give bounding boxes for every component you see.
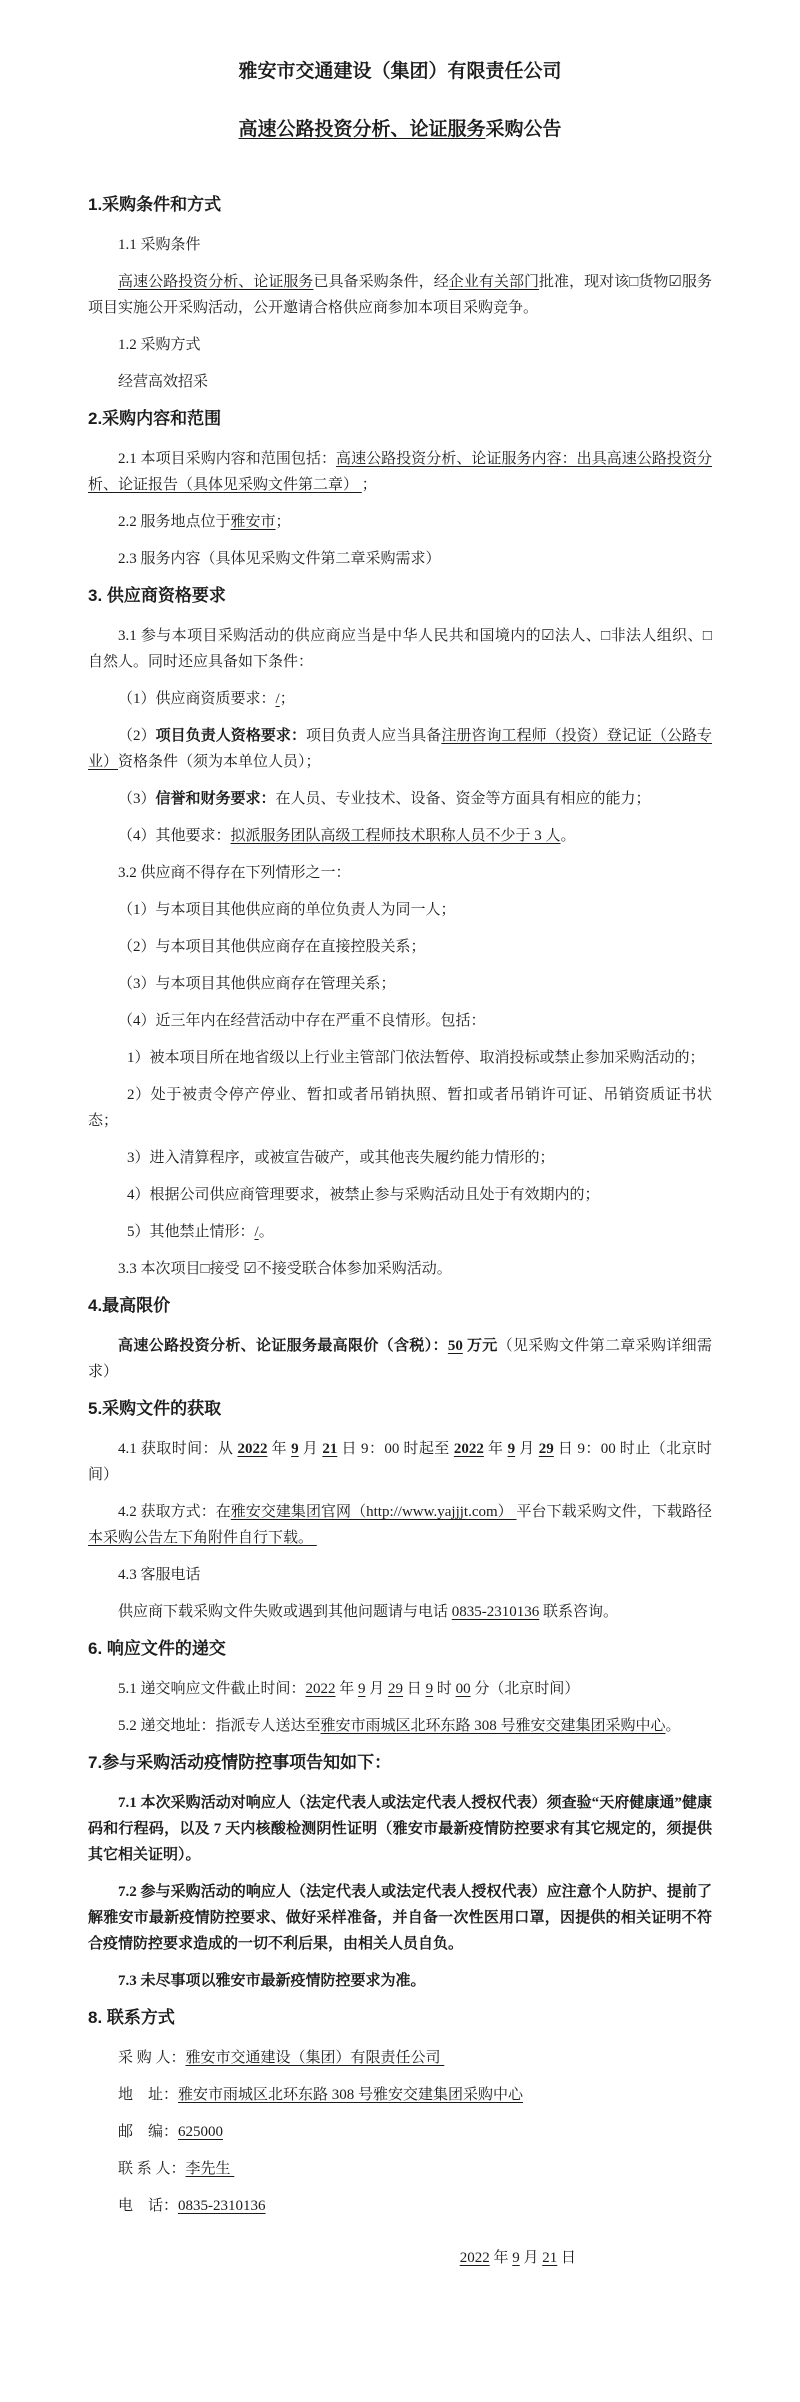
text-segment: 接受 bbox=[209, 1261, 244, 1277]
clause-4-2 bbox=[88, 1499, 712, 1551]
text-segment: 联 系 人： bbox=[118, 2161, 186, 2177]
text-segment: 雅安市雨城区北环东路 308 号雅安交建集团采购中心 bbox=[320, 1718, 666, 1734]
text-segment: （3）与本项目其他供应商存在管理关系； bbox=[118, 976, 396, 992]
text-segment: （4）近三年内在经营活动中存在严重不良情形。包括： bbox=[118, 1013, 486, 1029]
text-segment: ； bbox=[275, 514, 291, 530]
subitem-3-2-4-3 bbox=[88, 1145, 712, 1171]
text-segment: 8. 联系方式 bbox=[88, 2008, 175, 2027]
item-3-1-1 bbox=[88, 686, 712, 712]
text-segment: 7.3 未尽事项以雅安市最新疫情防控要求为准。 bbox=[118, 1973, 426, 1989]
text-segment: 日 bbox=[557, 2250, 576, 2266]
text-segment: 5.采购文件的获取 bbox=[88, 1399, 222, 1418]
contact-address bbox=[88, 2082, 712, 2108]
item-3-1-2 bbox=[88, 723, 712, 775]
text-segment: 月 bbox=[515, 1441, 539, 1457]
text-segment: （3） bbox=[118, 791, 156, 807]
clause-3-3 bbox=[88, 1256, 712, 1282]
text-segment: 年 bbox=[335, 1681, 359, 1697]
section-6-heading bbox=[88, 1636, 712, 1662]
text-segment: 2.2 服务地点位于 bbox=[118, 514, 231, 530]
document-title-line2 bbox=[88, 114, 712, 146]
text-segment: 7.参与采购活动疫情防控事项告知如下： bbox=[88, 1753, 392, 1772]
text-segment: 2022 bbox=[237, 1441, 268, 1457]
text-segment: 日 9：00 时起至 bbox=[337, 1441, 454, 1457]
text-segment: 高速公路投资分析、论证服务 bbox=[238, 119, 486, 140]
subitem-3-2-4-5 bbox=[88, 1219, 712, 1245]
text-segment: 月 bbox=[298, 1441, 323, 1457]
clause-3-1 bbox=[88, 623, 712, 675]
text-segment: 。 bbox=[560, 828, 576, 844]
checkbox-checked-icon: ☑ bbox=[541, 628, 555, 644]
text-segment: 万元 bbox=[462, 1338, 498, 1354]
text-segment: 2022 bbox=[305, 1681, 336, 1697]
text-segment: 4.2 获取方式：在 bbox=[118, 1504, 231, 1520]
contact-person bbox=[88, 2156, 712, 2182]
text-segment: 3.2 供应商不得存在下列情形之一： bbox=[118, 865, 351, 881]
clause-1-1-title bbox=[88, 232, 712, 258]
text-segment: 9 bbox=[358, 1681, 366, 1697]
text-segment: 4.1 获取时间：从 bbox=[118, 1441, 238, 1457]
clause-4-1 bbox=[88, 1436, 712, 1488]
text-segment: 雅安市 bbox=[230, 514, 276, 530]
text-segment: 9 bbox=[425, 1681, 434, 1697]
text-segment: 29 bbox=[538, 1441, 554, 1457]
text-segment: 月 bbox=[519, 2250, 543, 2266]
checkbox-unchecked-icon: □ bbox=[702, 628, 712, 644]
document-title-line1 bbox=[88, 56, 712, 88]
text-segment: 0835-2310136 bbox=[178, 2198, 266, 2214]
clause-1-2-body bbox=[88, 369, 712, 395]
text-segment: 1.1 采购条件 bbox=[118, 237, 201, 253]
text-segment: 李先生 bbox=[185, 2161, 235, 2177]
text-segment: 月 bbox=[365, 1681, 389, 1697]
text-segment: 3）进入清算程序，或被宣告破产，或其他丧失履约能力情形的； bbox=[127, 1150, 555, 1166]
text-segment: 4.3 客服电话 bbox=[118, 1567, 201, 1583]
clause-4-3-body bbox=[88, 1599, 712, 1625]
clause-7-2 bbox=[88, 1879, 712, 1957]
text-segment: 邮 编： bbox=[118, 2124, 179, 2140]
clause-2-3 bbox=[88, 546, 712, 572]
text-segment: 4）根据公司供应商管理要求，被禁止参与采购活动且处于有效期内的； bbox=[127, 1187, 600, 1203]
text-segment: 企业有关部门 bbox=[448, 274, 540, 290]
text-segment: 自然人。同时还应具备如下条件： bbox=[88, 654, 314, 670]
text-segment: 2022 bbox=[459, 2250, 490, 2266]
text-segment: / bbox=[275, 691, 280, 707]
text-segment: （1）与本项目其他供应商的单位负责人为同一人； bbox=[118, 902, 456, 918]
subitem-3-2-4-1 bbox=[88, 1045, 712, 1071]
item-3-2-4 bbox=[88, 1008, 712, 1034]
text-segment: 雅安市交通建设（集团）有限责任公司 bbox=[238, 61, 562, 82]
text-segment: ； bbox=[279, 691, 295, 707]
text-segment: 。 bbox=[665, 1718, 681, 1734]
text-segment: 日 bbox=[403, 1681, 426, 1697]
text-segment: 9 bbox=[291, 1441, 299, 1457]
text-segment: 本采购公告左下角附件自行下载。 bbox=[88, 1530, 317, 1546]
text-segment: 电 话： bbox=[118, 2198, 179, 2214]
item-3-2-2 bbox=[88, 934, 712, 960]
text-segment: （2） bbox=[118, 728, 156, 744]
text-segment: 9 bbox=[512, 2250, 520, 2266]
text-segment: 625000 bbox=[178, 2124, 224, 2140]
text-segment: 。 bbox=[258, 1224, 274, 1240]
checkbox-unchecked-icon: □ bbox=[629, 274, 639, 290]
text-segment: 7.1 本次采购活动对响应人（法定代表人或法定代表人授权代表）须查验“天府健康通”健康码和行程码，以及 7 天内核酸检测阴性证明（雅安市最新疫情防控要求有其它规定的，须提供其它相关证明）。 bbox=[88, 1795, 712, 1863]
text-segment: 7.2 参与采购活动的响应人（法定代表人或法定代表人授权代表）应注意个人防护、提前了解雅安市最新疫情防控要求、做好采样准备，并自备一次性医用口罩，因提供的相关证明不符合疫情防控要求造成的一切不利后果，由相关人员自负。 bbox=[88, 1884, 712, 1952]
text-segment: 项目负责人应当具备 bbox=[306, 728, 442, 744]
text-segment: 项目负责人资格要求： bbox=[155, 728, 306, 744]
text-segment: 注册咨询工程师（投资）登记证（公路专业） bbox=[88, 728, 712, 770]
text-segment: 分（北京时间） bbox=[470, 1681, 580, 1697]
text-segment: （2）与本项目其他供应商存在直接控股关系； bbox=[118, 939, 426, 955]
text-segment: 雅安市交通建设（集团）有限责任公司 bbox=[185, 2050, 445, 2066]
text-segment: 货物 bbox=[638, 274, 669, 290]
text-segment: 6. 响应文件的递交 bbox=[88, 1639, 226, 1658]
text-segment: 2）处于被责令停产停业、暂扣或者吊销执照、暂扣或者吊销许可证、吊销资质证书状态； bbox=[88, 1087, 712, 1129]
text-segment: 3.1 参与本项目采购活动的供应商应当是中华人民共和国境内的 bbox=[118, 628, 542, 644]
text-segment: 1.采购条件和方式 bbox=[88, 195, 222, 214]
text-segment: ； bbox=[361, 477, 377, 493]
text-segment: 3.3 本次项目 bbox=[118, 1261, 201, 1277]
text-segment: 采 购 人： bbox=[118, 2050, 186, 2066]
section-5-heading bbox=[88, 1396, 712, 1422]
text-segment: 日 9：00 时止（北京时间） bbox=[88, 1441, 712, 1483]
text-segment: 服务项目实施公开采购活动，公开邀请合格供应商参加本项目采购竞争。 bbox=[88, 274, 712, 316]
item-3-1-3 bbox=[88, 786, 712, 812]
text-segment: 29 bbox=[388, 1681, 404, 1697]
section-3-heading bbox=[88, 583, 712, 609]
text-segment: 5）其他禁止情形： bbox=[127, 1224, 255, 1240]
text-segment: 供应商下载采购文件失败或遇到其他问题请与电话 bbox=[118, 1604, 452, 1620]
text-segment: 法人、 bbox=[554, 628, 602, 644]
subitem-3-2-4-4 bbox=[88, 1182, 712, 1208]
checkbox-unchecked-icon: □ bbox=[601, 628, 611, 644]
item-3-2-1 bbox=[88, 897, 712, 923]
text-segment: 1.2 采购方式 bbox=[118, 337, 201, 353]
text-segment: 2.3 服务内容（具体见采购文件第二章采购需求） bbox=[118, 551, 441, 567]
text-segment: （4）其他要求： bbox=[118, 828, 231, 844]
text-segment: 资格条件（须为本单位人员）； bbox=[118, 754, 321, 770]
checkbox-checked-icon: ☑ bbox=[668, 274, 682, 290]
text-segment: 21 bbox=[322, 1441, 338, 1457]
contact-purchaser bbox=[88, 2045, 712, 2071]
item-3-2-3 bbox=[88, 971, 712, 997]
text-segment: 经营高效招采 bbox=[118, 374, 209, 390]
text-segment: 地 址： bbox=[118, 2087, 179, 2103]
text-segment: 2022 bbox=[453, 1441, 484, 1457]
checkbox-unchecked-icon: □ bbox=[200, 1261, 210, 1277]
text-segment: 9 bbox=[507, 1441, 516, 1457]
text-segment: 平台下载采购文件，下载路径 bbox=[516, 1504, 712, 1520]
subitem-3-2-4-2 bbox=[88, 1082, 712, 1134]
contact-postcode bbox=[88, 2119, 712, 2145]
clause-1-2-title bbox=[88, 332, 712, 358]
text-segment: 不接受联合体参加采购活动。 bbox=[256, 1261, 452, 1277]
checkbox-checked-icon: ☑ bbox=[243, 1261, 257, 1277]
clause-1-1-body bbox=[88, 269, 712, 321]
text-segment: 雅安市雨城区北环东路 308 号雅安交建集团采购中心 bbox=[178, 2087, 524, 2103]
clause-5-1 bbox=[88, 1676, 712, 1702]
item-3-1-4 bbox=[88, 823, 712, 849]
publish-date bbox=[88, 2245, 712, 2271]
text-segment: 2.采购内容和范围 bbox=[88, 409, 222, 428]
text-segment: 在人员、专业技术、设备、资金等方面具有相应的能力； bbox=[275, 791, 651, 807]
text-segment: 高速公路投资分析、论证服务最高限价（含税）： bbox=[118, 1338, 448, 1354]
text-segment: 高速公路投资分析、论证服务内容：出具高速公路投资分析、论证报告（具体见采购文件第二章） bbox=[88, 451, 712, 493]
contact-phone bbox=[88, 2193, 712, 2219]
clause-2-1 bbox=[88, 446, 712, 498]
clause-7-1 bbox=[88, 1790, 712, 1868]
section-1-heading bbox=[88, 192, 712, 218]
clause-2-2 bbox=[88, 509, 712, 535]
text-segment: 年 bbox=[489, 2250, 513, 2266]
text-segment: 2.1 本项目采购内容和范围包括： bbox=[118, 451, 337, 467]
text-segment: 50 bbox=[447, 1338, 463, 1354]
text-segment: 3. 供应商资格要求 bbox=[88, 586, 226, 605]
text-segment: 时 bbox=[433, 1681, 456, 1697]
text-segment: （见采购文件第二章采购详细需求） bbox=[88, 1338, 712, 1380]
clause-4-price bbox=[88, 1333, 712, 1385]
text-segment: 拟派服务团队高级工程师技术职称人员不少于 3 人 bbox=[230, 828, 561, 844]
text-segment: 00 bbox=[455, 1681, 471, 1697]
section-8-heading bbox=[88, 2005, 712, 2031]
text-segment: 1）被本项目所在地省级以上行业主管部门依法暂停、取消投标或禁止参加采购活动的； bbox=[127, 1050, 705, 1066]
section-4-heading bbox=[88, 1293, 712, 1319]
text-segment: 高速公路投资分析、论证服务 bbox=[118, 274, 314, 290]
text-segment: 4.最高限价 bbox=[88, 1296, 171, 1315]
text-segment: 0835-2310136 bbox=[451, 1604, 540, 1620]
text-segment: 5.1 递交响应文件截止时间： bbox=[118, 1681, 306, 1697]
text-segment: / bbox=[254, 1224, 259, 1240]
text-segment: 年 bbox=[483, 1441, 508, 1457]
text-segment: 雅安交建集团官网（http://www.yajjjt.com） bbox=[230, 1504, 517, 1520]
text-segment: （1）供应商资质要求： bbox=[118, 691, 276, 707]
text-segment: 联系咨询。 bbox=[539, 1604, 619, 1620]
text-segment: 非法人组织、 bbox=[610, 628, 703, 644]
section-2-heading bbox=[88, 406, 712, 432]
text-segment: 批准，现对该 bbox=[539, 274, 630, 290]
text-segment: 5.2 递交地址：指派专人送达至 bbox=[118, 1718, 321, 1734]
text-segment: 采购公告 bbox=[485, 119, 562, 140]
text-segment: 年 bbox=[267, 1441, 292, 1457]
text-segment: 已具备采购条件，经 bbox=[313, 274, 449, 290]
clause-7-3 bbox=[88, 1968, 712, 1994]
clause-5-2 bbox=[88, 1713, 712, 1739]
text-segment: 21 bbox=[542, 2250, 558, 2266]
clause-4-3-title bbox=[88, 1562, 712, 1588]
text-segment: 信誉和财务要求： bbox=[155, 791, 276, 807]
section-7-heading bbox=[88, 1750, 712, 1776]
clause-3-2 bbox=[88, 860, 712, 886]
